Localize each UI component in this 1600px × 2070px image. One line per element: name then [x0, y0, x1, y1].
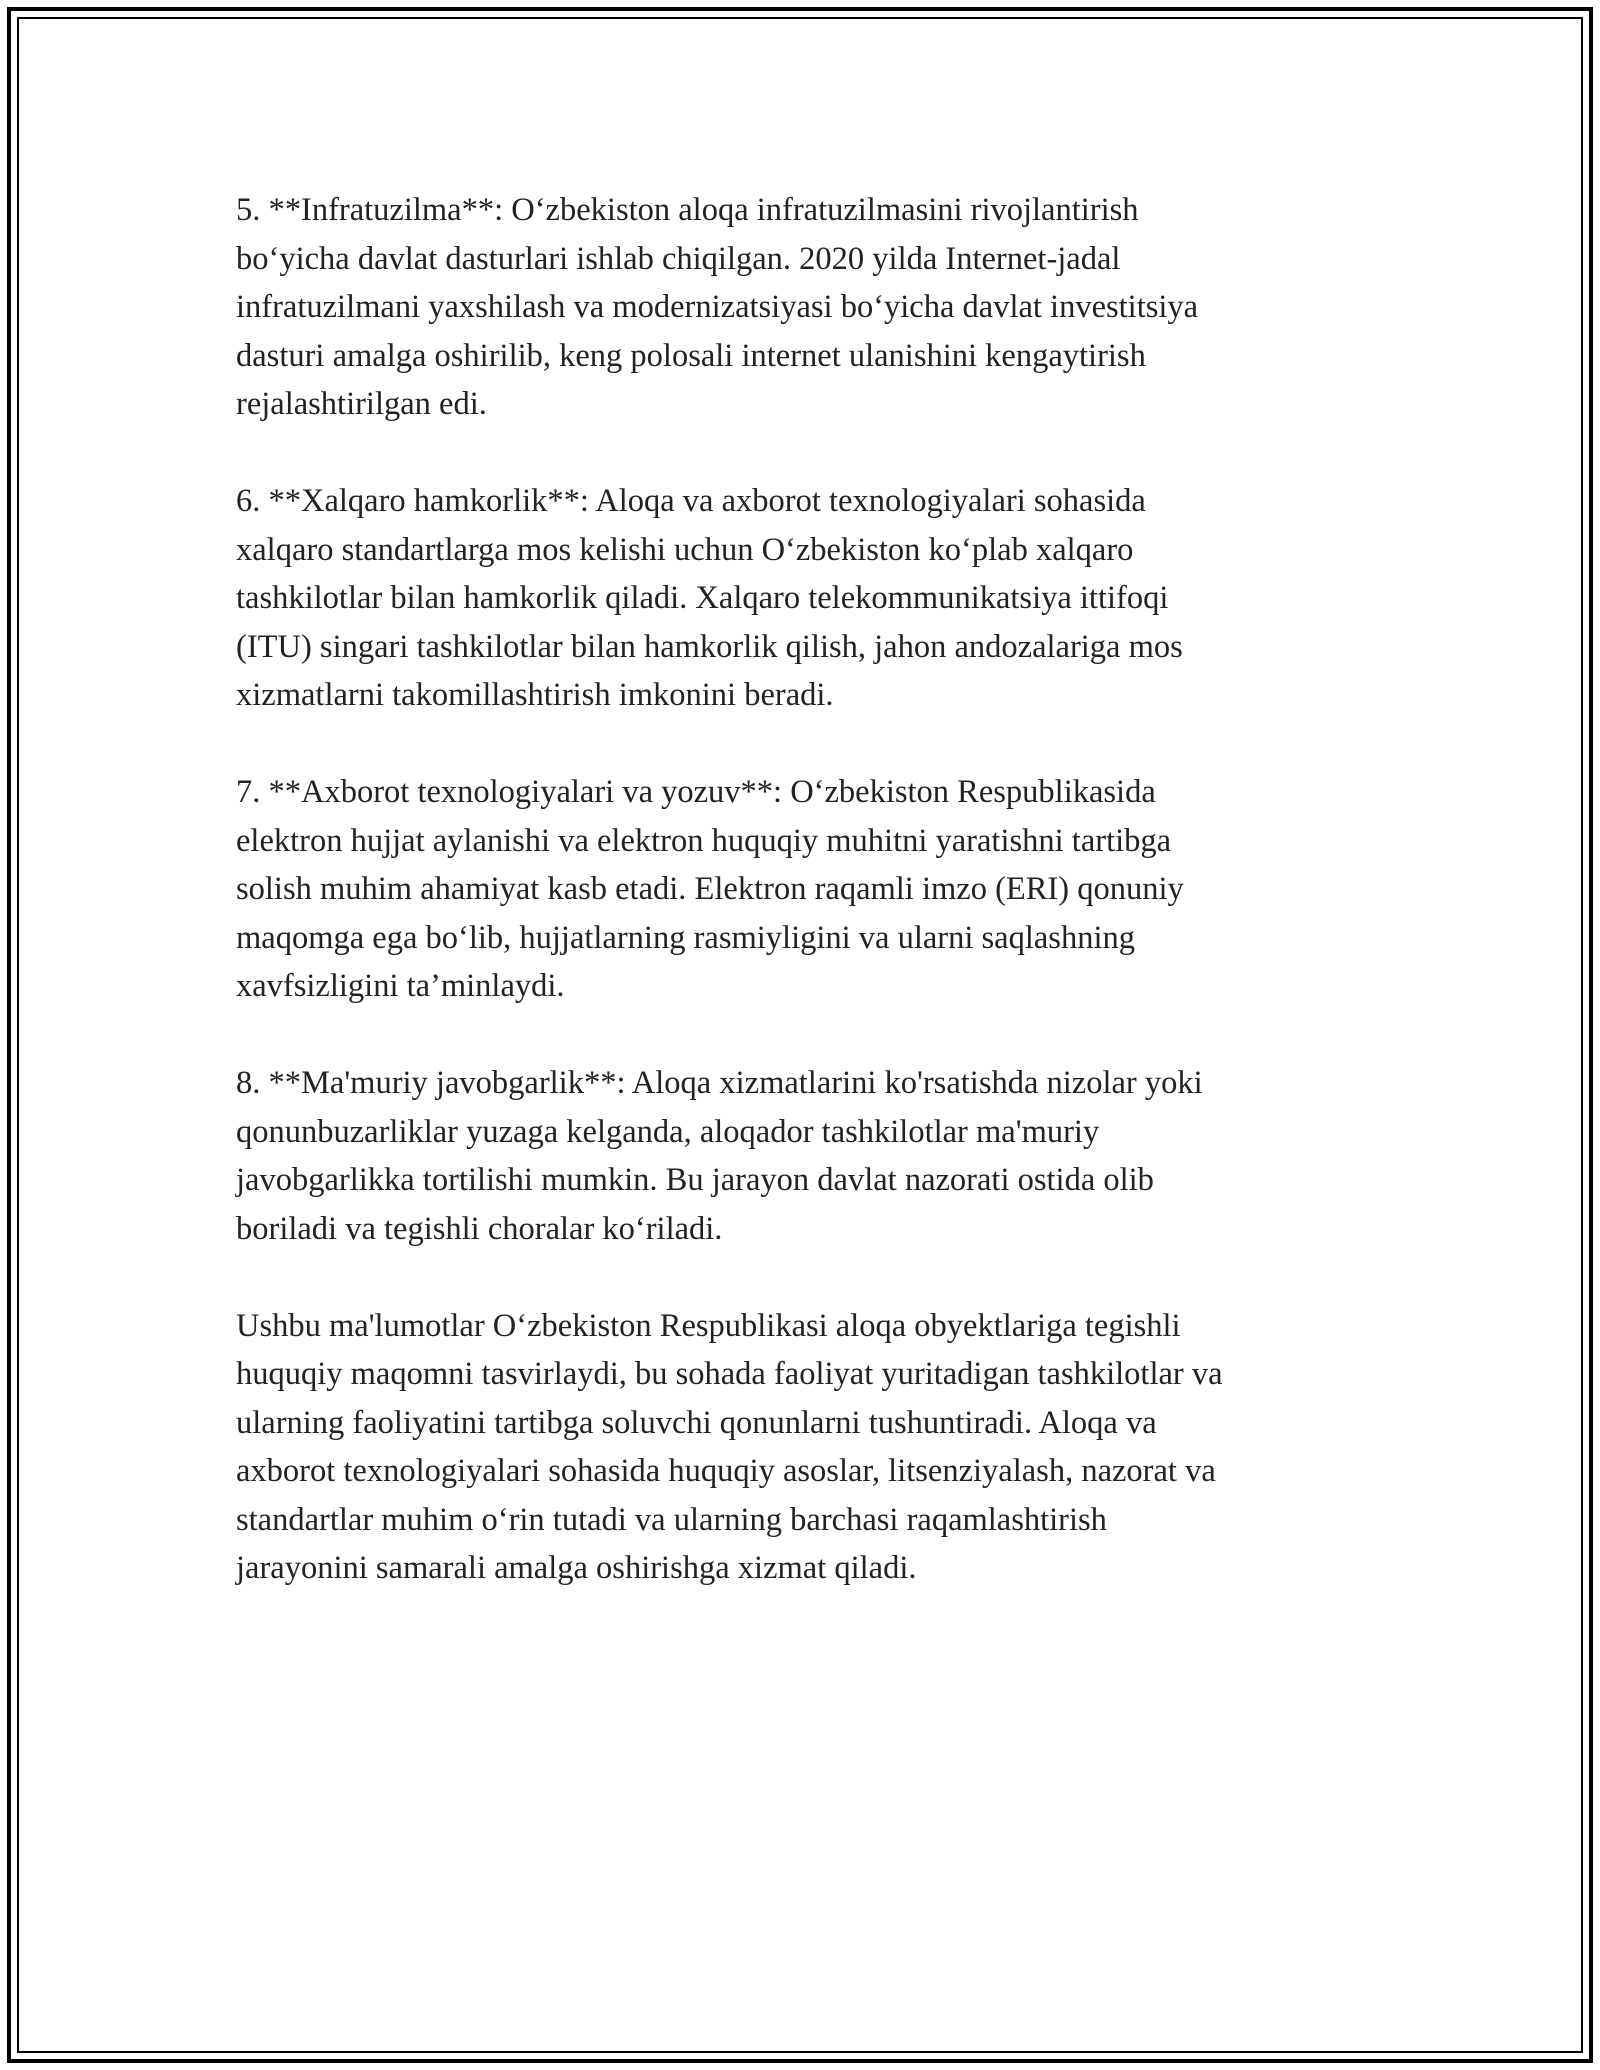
text-line: xavfsizligini ta’minlaydi. [236, 968, 565, 1004]
text-line: xalqaro standartlarga mos kelishi uchun O‘zbekiston ko‘plab xalqaro [236, 531, 1134, 568]
paragraph-summary [236, 1302, 1366, 1593]
text-line: boriladi va tegishli choralar ko‘riladi. [236, 1210, 723, 1247]
text-line: Ushbu ma'lumotlar O‘zbekiston Respublikasi aloqa obyektlariga tegishli [236, 1307, 1181, 1344]
text-line: tashkilotlar bilan hamkorlik qiladi. Xalqaro telekommunikatsiya ittifoqi [236, 580, 1169, 616]
text-line: maqomga ega bo‘lib, hujjatlarning rasmiyligini va ularni saqlashning [236, 919, 1135, 956]
paragraph-mamuriy-javobgarlik [236, 1059, 1366, 1253]
text-line: 8. **Ma'muriy javobgarlik**: Aloqa xizmatlarini ko'rsatishda nizolar yoki [236, 1065, 1203, 1101]
text-line: huquqiy maqomni tasvirlaydi, bu sohada faoliyat yuritadigan tashkilotlar va [236, 1356, 1223, 1392]
text-line: solish muhim ahamiyat kasb etadi. Elektron raqamli imzo (ERI) qonuniy [236, 871, 1184, 907]
document-body [236, 186, 1366, 1641]
text-line: (ITU) singari tashkilotlar bilan hamkorlik qilish, jahon andozalariga mos [236, 628, 1183, 665]
paragraph-axborot-texnologiyalari [236, 768, 1366, 1011]
text-line: ularning faoliyatini tartibga soluvchi qonunlarni tushuntiradi. Aloqa va [236, 1404, 1157, 1441]
text-line: standartlar muhim o‘rin tutadi va ularning barchasi raqamlashtirish [236, 1501, 1107, 1538]
text-line: javobgarlikka tortilishi mumkin. Bu jarayon davlat nazorati ostida olib [236, 1162, 1154, 1198]
text-line: infratuzilmani yaxshilash va modernizatsiyasi bo‘yicha davlat investitsiya [236, 289, 1199, 325]
text-line: bo‘yicha davlat dasturlari ishlab chiqilgan. 2020 yilda Internet-jadal [236, 240, 1121, 277]
text-line: qonunbuzarliklar yuzaga kelganda, aloqador tashkilotlar ma'muriy [236, 1113, 1100, 1150]
text-line: rejalashtirilgan edi. [236, 386, 487, 422]
text-line: elektron hujjat aylanishi va elektron huquqiy muhitni yaratishni tartibga [236, 822, 1172, 859]
text-line: dasturi amalga oshirilib, keng polosali internet ulanishini kengaytirish [236, 337, 1146, 374]
paragraph-xalqaro-hamkorlik [236, 477, 1366, 720]
text-line: 7. **Axborot texnologiyalari va yozuv**: O‘zbekiston Respublikasida [236, 774, 1156, 810]
text-line: 5. **Infratuzilma**: O‘zbekiston aloqa infratuzilmasini rivojlantirish [236, 192, 1139, 228]
text-line: 6. **Xalqaro hamkorlik**: Aloqa va axborot texnologiyalari sohasida [236, 483, 1146, 519]
text-line: jarayonini samarali amalga oshirishga xizmat qiladi. [236, 1550, 917, 1586]
paragraph-infratuzilma [236, 186, 1366, 429]
text-line: xizmatlarni takomillashtirish imkonini beradi. [236, 677, 834, 713]
text-line: axborot texnologiyalari sohasida huquqiy asoslar, litsenziyalash, nazorat va [236, 1453, 1216, 1489]
